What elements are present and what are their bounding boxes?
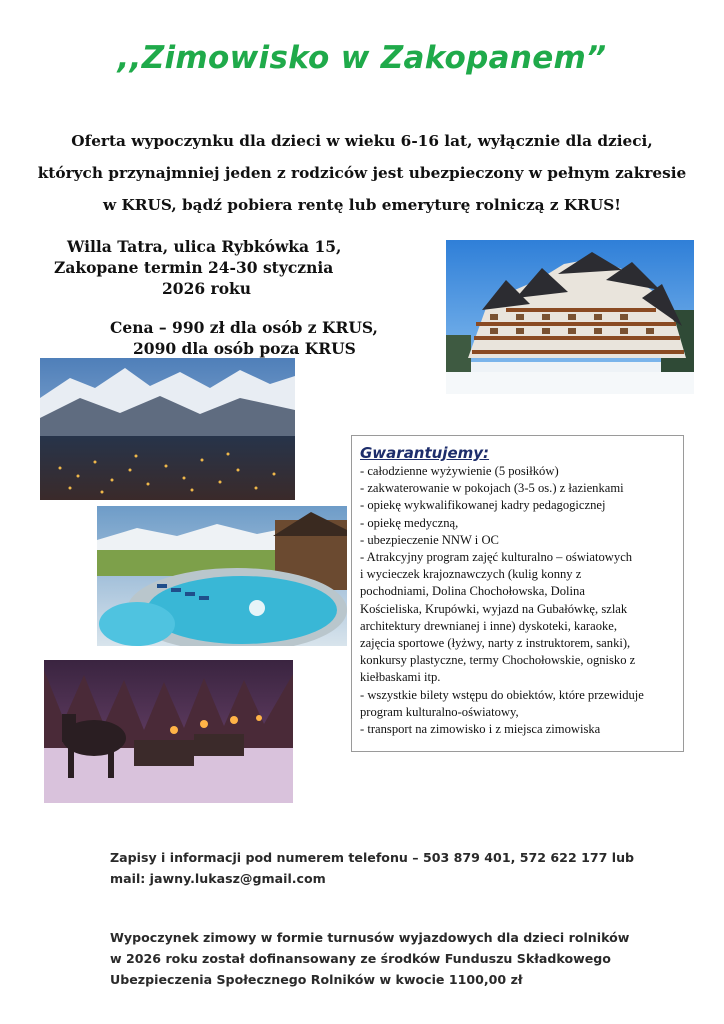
guarantee-item: pochodniami, Dolina Chochołowska, Dolina <box>360 584 585 599</box>
sleigh-ride-photo <box>44 660 293 803</box>
guarantee-item: program kulturalno-oświatowy, <box>360 704 519 719</box>
guarantee-item: konkursy plastyczne, termy Chochołowskie, ognisko z <box>360 653 636 668</box>
guarantee-item: - wszystkie bilety wstępu do obiektów, które przewiduje <box>360 687 644 702</box>
guarantee-item: - całodzienne wyżywienie (5 posiłków) <box>360 464 559 478</box>
mountains-town-photo <box>40 358 295 500</box>
guarantee-item: i wycieczek krajoznawczych (kulig konny z <box>360 567 582 582</box>
guarantee-list <box>360 463 675 738</box>
guarantee-item: - transport na zimowisko i z miejsca zimowiska <box>360 722 601 737</box>
intro-line-2: których przynajmniej jeden z rodziców jest ubezpieczony w pełnym zakresie <box>37 164 687 182</box>
intro-line-1: Oferta wypoczynku dla dzieci w wieku 6-16 lat, wyłącznie dla dzieci, <box>71 132 653 150</box>
guarantee-item: - zakwaterowanie w pokojach (3-5 os.) z łazienkami <box>360 481 624 496</box>
guarantee-item: - opiekę wykwalifikowanej kadry pedagogicznej <box>360 498 606 513</box>
guarantee-heading: Gwarantujemy: <box>360 444 490 462</box>
page-title: ,,Zimowisko w Zakopanem” <box>117 40 607 76</box>
location-line-3: 2026 roku <box>162 279 252 298</box>
guarantee-item: architektury drewnianej i inne) dyskoteki, karaoke, <box>360 618 618 633</box>
guarantee-item: - opiekę medyczną, <box>360 515 459 530</box>
guarantee-item: kiełbaskami itp. <box>360 670 441 685</box>
location-line-1: Willa Tatra, ulica Rybkówka 15, <box>67 237 342 256</box>
funding-line-1: Wypoczynek zimowy w formie turnusów wyjazdowych dla dzieci rolników <box>110 930 630 945</box>
guarantee-item: - ubezpieczenie NNW i OC <box>360 532 499 547</box>
funding-line-2: w 2026 roku został dofinansowany ze środków Funduszu Składkowego <box>110 951 611 966</box>
guarantee-box <box>351 435 684 752</box>
guarantee-item: zajęcia sportowe (łyżwy, narty z instruktorem, sanki), <box>360 636 631 651</box>
villa-photo <box>446 240 694 394</box>
contact-line-2: mail: jawny.lukasz@gmail.com <box>110 871 326 886</box>
funding-line-3: Ubezpieczenia Społecznego Rolników w kwocie 1100,00 zł <box>110 972 523 987</box>
price-line-1: Cena – 990 zł dla osób z KRUS, <box>110 318 378 337</box>
guarantee-item: Kościeliska, Krupówki, wyjazd na Gubałówkę, szlak <box>360 601 628 616</box>
contact-line-1: Zapisy i informacji pod numerem telefonu – 503 879 401, 572 622 177 lub <box>110 850 635 865</box>
price-line-2: 2090 dla osób poza KRUS <box>133 339 356 358</box>
location-line-2: Zakopane termin 24-30 stycznia <box>54 258 334 277</box>
thermal-pool-photo <box>97 506 347 646</box>
guarantee-item: - Atrakcyjny program zajęć kulturalno – oświatowych <box>360 550 633 565</box>
intro-line-3: w KRUS, bądź pobiera rentę lub emeryturę rolniczą z KRUS! <box>102 196 621 214</box>
